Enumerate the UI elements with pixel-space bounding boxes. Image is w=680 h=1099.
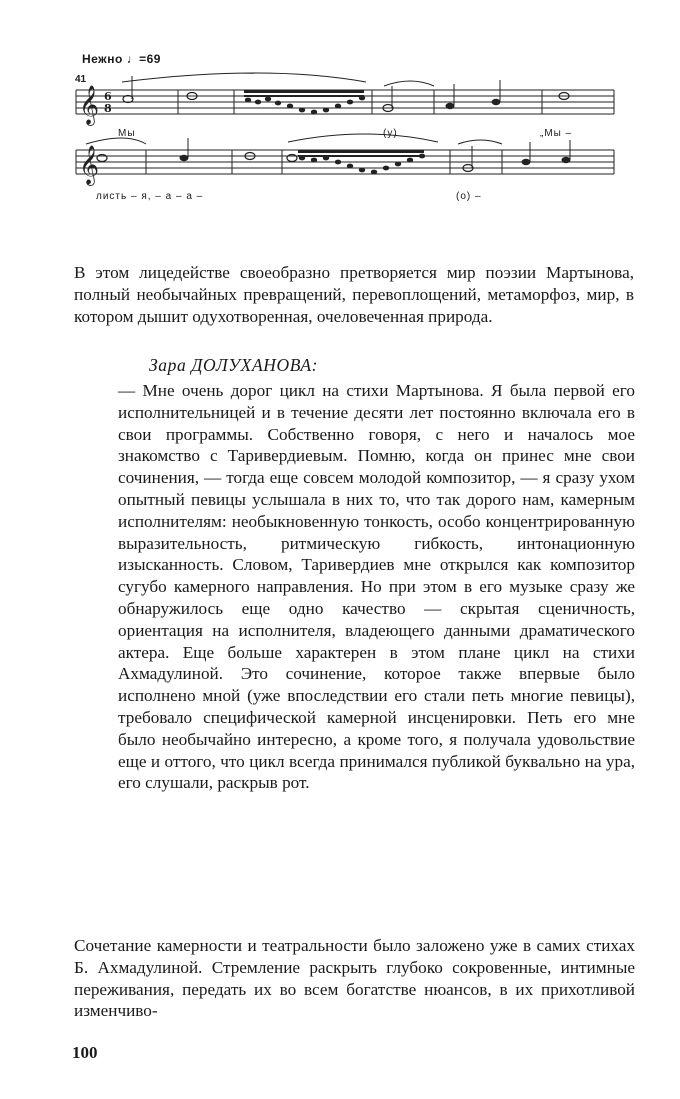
svg-text:8: 8	[104, 102, 112, 115]
example-number: 41	[75, 74, 87, 85]
lyric-row2-2: (о) –	[456, 191, 482, 202]
svg-text:𝄞: 𝄞	[79, 145, 100, 185]
tempo-marking: Нежно ♩=69	[82, 52, 161, 66]
quote-block: — Мне очень дорог цикл на стихи Мартынова. Я была первой его исполнительницей и в течение десяти лет постоянно включала его в свои программы. Собственно говоря, с него и началось мое знакомство с Таривердиевым. Помню, когда он принес мне свои сочинения, — тогда еще совсем молодой композитор, — я сразу ухом опытный певицы услышала в них то, что так дорого нам, камерным исполнителям: необыкновенную тонкость, особо концентрированную выразительность, ритмическую гибкость, интонационную изысканность. Словом, Таривердиев мне открылся как композитор сугубо камерного направления. Но при этом в его музыке сразу же обнаружилось еще одно качество — скрытая сценичность, ориентация на исполнителя, владеющего данными драматического актера. Еще больше характерен в этом плане цикл на стихи Ахмадулиной. Это сочинение, которое также впервые было исполнено мной (уже впоследствии его стали петь многие певицы), требовало специфической камерной инсценировки. Петь его мне было необычайно интересно, а кроме того, я получала удовольствие еще и оттого, что цикл всегда принимался публикой буквально на ура, его слушали, раскрыв рот.	[118, 381, 635, 793]
paragraph-continuation: Сочетание камерности и театральности было заложено уже в самих стихах Б. Ахмадулиной. Стремление раскрыть глубоко сокровенные, интимные переживания, передать их во всем богатстве нюансов, в их прихотливой изменчиво-	[74, 936, 635, 1021]
lyric-row1-1: Мы	[118, 128, 136, 139]
svg-text:6: 6	[104, 90, 112, 103]
page-number: 100	[72, 1043, 98, 1062]
speaker-name: Зара ДОЛУХАНОВА:	[149, 355, 319, 375]
lyric-row1-2: (у)	[383, 128, 398, 139]
lyric-row2-1: листь – я, – а – а –	[96, 191, 204, 202]
svg-text:𝄞: 𝄞	[79, 85, 100, 125]
lyric-row1-3: „Мы –	[540, 128, 573, 139]
paragraph-intro: В этом лицедействе своеобразно претворяется мир поэзии Мартынова, полный необычайных превращений, перевоплощений, метаморфоз, мир, в котором дышит одухотворенная, очеловеченная природа.	[74, 263, 634, 326]
